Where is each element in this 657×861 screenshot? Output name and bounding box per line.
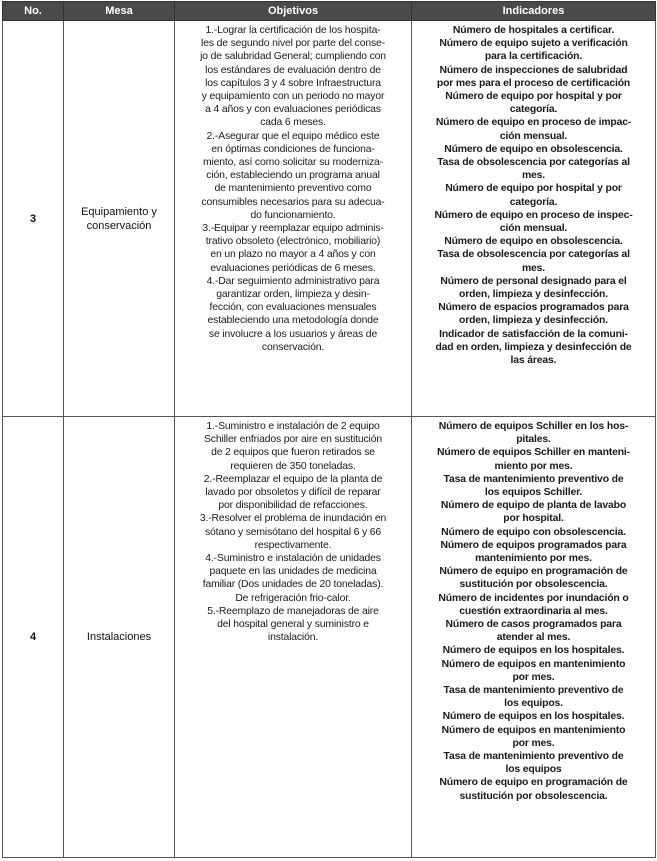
text-line: mes. <box>521 170 546 182</box>
text-line: Número de equipo por hospital y por <box>445 91 622 103</box>
text-line: estableciendo una metodología donde <box>207 315 379 327</box>
row-number: 4 <box>3 417 64 858</box>
text-line: Número de casos programados para <box>445 619 622 631</box>
indicadores-cell <box>412 417 656 858</box>
text-line: las áreas. <box>510 355 557 367</box>
text-line: Número de equipos en mantenimiento <box>441 724 626 736</box>
text-line: requieren de 350 toneladas. <box>230 460 356 472</box>
text-line: 2.-Reemplazar el equipo de la planta de <box>203 473 383 485</box>
mesa-line: conservación <box>86 219 152 232</box>
text-line: por disponibilidad de refacciones. <box>218 500 368 512</box>
text-line: los capítulos 3 y 4 sobre Infraestructura <box>205 77 381 89</box>
text-line: paquete en las unidades de medicina <box>209 566 377 578</box>
text-line: Número de equipos en mantenimiento <box>441 658 626 670</box>
text-line: Número de equipo en obsolescencia. <box>444 236 623 248</box>
text-line: fección, con evaluaciones mensuales <box>209 302 377 314</box>
text-line: Número de equipo en obsolescencia. <box>444 143 623 155</box>
text-line: jo de salubridad General; cumpliendo con <box>200 51 386 63</box>
text-line: los equipos Schiller. <box>484 487 583 499</box>
text-line: dad en orden, limpieza y desinfección de <box>435 341 632 353</box>
text-line: trativo obsoleto (electrónico, mobiliario) <box>205 236 381 248</box>
text-line: Número de incidentes por inundación o <box>438 592 629 604</box>
mesa-cell <box>64 417 175 858</box>
text-line: De refrigeración frio-calor. <box>235 592 351 604</box>
text-line: Número de equipos Schiller en manteni- <box>437 447 630 459</box>
text-line: ción, estableciendo un programa anual <box>206 170 380 182</box>
text-line: Tasa de obsolescencia por categorías al <box>437 157 630 169</box>
text-line: Número de equipo por hospital y por <box>445 183 622 195</box>
text-line: Número de equipo en programación de <box>439 777 628 789</box>
header-indicadores: Indicadores <box>412 2 656 21</box>
text-line: Número de espacios programados para <box>438 302 629 314</box>
row-number: 3 <box>3 21 64 417</box>
text-line: do funcionamiento. <box>250 209 336 221</box>
text-line: pitales. <box>516 434 551 446</box>
text-line: de 2 equipos que fueron retirados se <box>211 447 375 459</box>
text-line: ción mensual. <box>499 130 568 142</box>
text-line: sustitución por obsolescencia. <box>459 579 608 591</box>
text-line: mes. <box>521 262 546 274</box>
text-line: para la certificación. <box>484 51 583 63</box>
text-line: familiar (Dos unidades de 20 toneladas). <box>202 579 384 591</box>
text-line: en un plazo no mayor a 4 años y con <box>210 249 376 261</box>
text-line: categoría. <box>509 104 558 116</box>
objetivos-cell <box>175 21 412 417</box>
mesa-cell <box>64 21 175 417</box>
text-line: Tasa de mantenimiento preventivo de <box>443 473 624 485</box>
text-line: sustitución por obsolescencia. <box>459 790 608 802</box>
indicadores-lines <box>412 417 655 803</box>
document-page <box>2 1 655 858</box>
text-line: Número de inspecciones de salubridad <box>439 64 628 76</box>
text-line: sótano y semisótano del hospital 6 y 66 <box>204 526 382 538</box>
objetivos-cell <box>175 417 412 858</box>
table-header-row <box>3 2 656 21</box>
text-line: Tasa de mantenimiento preventivo de <box>443 751 624 763</box>
text-line: mantenimiento por mes. <box>475 553 592 565</box>
text-line: a 4 años y con evaluaciones periódicas <box>205 104 381 116</box>
text-line: Tasa de obsolescencia por categorías al <box>437 249 630 261</box>
text-line: miento por mes. <box>494 460 573 472</box>
text-line: consumibles necesarios para su adecua- <box>201 196 385 208</box>
text-line: 1.-Suministro e instalación de 2 equipo <box>206 421 380 432</box>
table-row <box>3 21 656 417</box>
text-line: Número de equipos programados para <box>440 539 627 551</box>
text-line: Número de equipos en los hospitales. <box>442 711 625 723</box>
text-line: y equipamiento con un periodo no mayor <box>201 91 385 103</box>
text-line: 5.-Reemplazo de manejadoras de aire <box>207 605 379 617</box>
text-line: por mes. <box>512 671 555 683</box>
text-line: Número de equipo de planta de lavabo <box>440 500 627 512</box>
header-objetivos: Objetivos <box>175 2 412 21</box>
text-line: los equipos. <box>504 698 563 710</box>
mesa-line: Instalaciones <box>86 631 152 643</box>
text-line: Número de hospitales a certificar. <box>452 25 615 36</box>
text-line: 2.-Asegurar que el equipo médico este <box>206 130 380 142</box>
text-line: categoría. <box>509 196 558 208</box>
header-mesa: Mesa <box>64 2 175 21</box>
text-line: Tasa de mantenimiento preventivo de <box>443 685 624 697</box>
text-line: Número de equipo en programación de <box>439 566 628 578</box>
text-line: Número de personal designado para el <box>440 275 627 287</box>
text-line: Número de equipo sujeto a verificación <box>439 38 628 50</box>
text-line: Schiller enfriados por aire en sustitución <box>204 434 382 446</box>
text-line: Número de equipo con obsolescencia. <box>441 526 626 538</box>
text-line: los equipos <box>505 764 562 776</box>
indicadores-lines <box>412 21 655 367</box>
text-line: se involucre a los usuarios y áreas de <box>208 328 378 340</box>
text-line: miento, así como solicitar su moderniza- <box>203 157 383 169</box>
text-line: por hospital. <box>503 513 564 525</box>
text-line: orden, limpieza y desinfección. <box>459 289 608 301</box>
text-line: 3.-Equipar y reemplazar equipo adminis- <box>202 223 384 235</box>
text-line: los estándares de evaluación dentro de <box>205 64 381 76</box>
text-line: cada 6 meses. <box>260 117 326 129</box>
text-line: 4.-Dar seguimiento administrativo para <box>206 275 380 287</box>
text-line: respectivamente. <box>254 539 332 551</box>
table-row <box>3 417 656 858</box>
text-line: garantizar orden, limpieza y desin- <box>216 289 370 301</box>
objectives-table <box>2 1 656 858</box>
text-line: Indicador de satisfacción de la comuni- <box>439 328 628 340</box>
text-line: 3.-Resolver el problema de inundación en <box>199 513 387 525</box>
text-line: conservación. <box>261 341 325 353</box>
indicadores-cell <box>412 21 656 417</box>
header-no: No. <box>3 2 64 21</box>
text-line: evaluaciones periódicas de 6 meses. <box>210 262 376 274</box>
text-line: de mantenimiento preventivo como <box>214 183 372 195</box>
text-line: 1.-Lograr la certificación de los hospita- <box>205 25 381 36</box>
text-line: orden, limpieza y desinfección. <box>459 315 608 327</box>
text-line: 4.-Suministro e instalación de unidades <box>205 553 381 565</box>
text-line: en óptimas condiciones de funciona- <box>211 143 375 155</box>
text-line: instalación. <box>267 632 319 644</box>
text-line: por mes para el proceso de certificación <box>436 77 631 89</box>
text-line: cuestión extraordinaria al mes. <box>459 605 608 617</box>
objetivos-lines <box>175 417 411 644</box>
text-line: ción mensual. <box>499 223 568 235</box>
text-line: Número de equipo en proceso de inspec- <box>434 209 633 221</box>
text-line: Número de equipo en proceso de impac- <box>435 117 632 129</box>
text-line: atender al mes. <box>496 632 571 644</box>
text-line: Número de equipos Schiller en los hos- <box>438 421 629 432</box>
text-line: les de segundo nivel por parte del conse- <box>201 38 385 50</box>
text-line: Número de equipos en los hospitales. <box>442 645 625 657</box>
text-line: del hospital general y suministro e <box>217 619 369 631</box>
text-line: lavado por obsoletos y difícil de reparar <box>205 487 381 499</box>
text-line: por mes. <box>512 737 555 749</box>
mesa-line: Equipamiento y <box>81 205 157 218</box>
objetivos-lines <box>175 21 411 354</box>
